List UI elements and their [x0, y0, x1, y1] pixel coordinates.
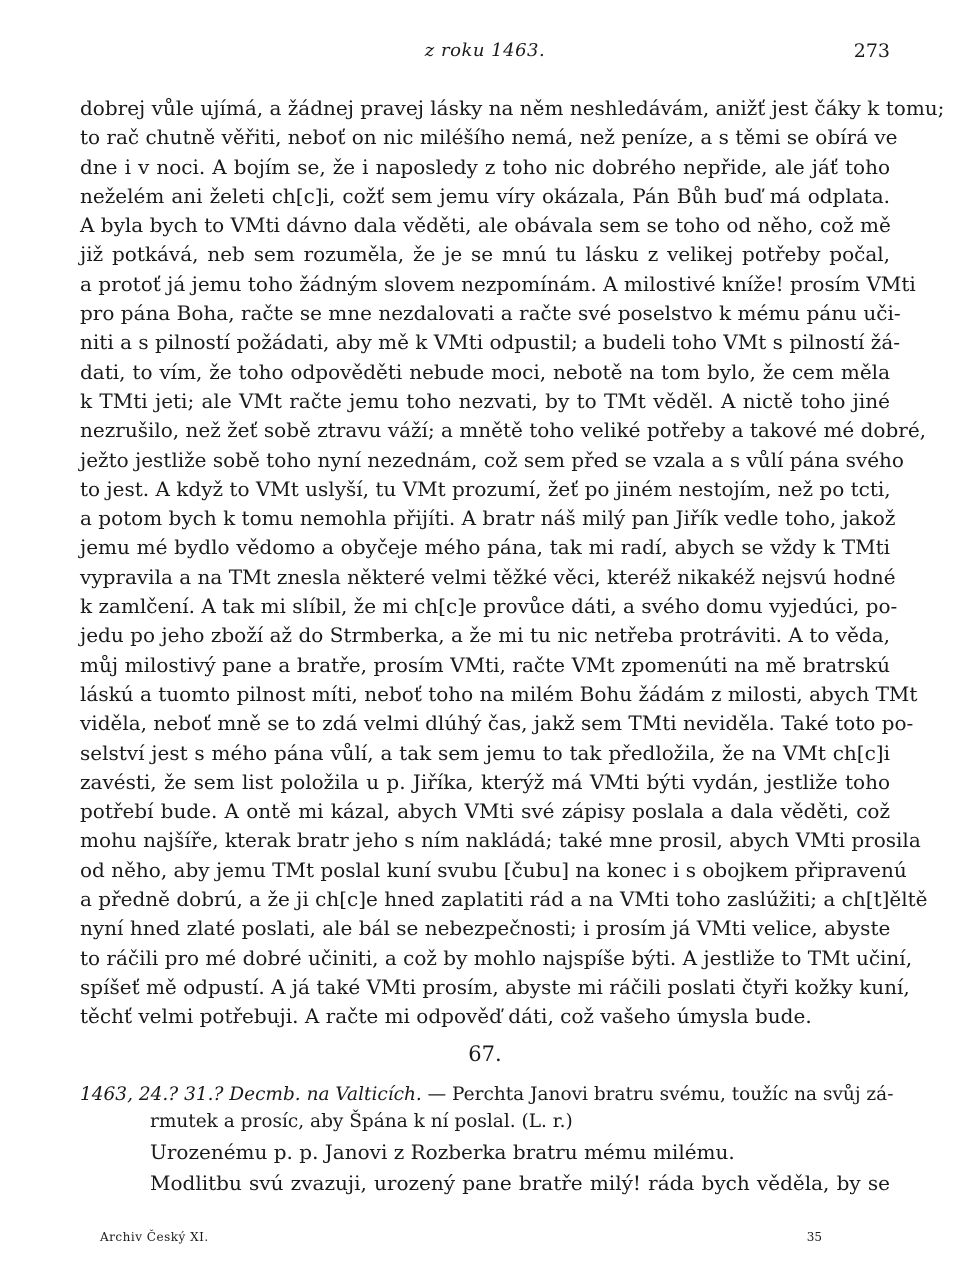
page-number: 273 — [853, 40, 890, 62]
body-line: ježto jestliže sobě toho nyní nezednám, což sem před se vzala a s vůlí pána svého — [80, 447, 904, 472]
body-line: mohu najšíře, kterak bratr jeho s ním nakládá; také mne prosil, abych VMti prosila — [80, 828, 921, 853]
body-line: to ráčili pro mé dobré učiniti, a což by mohlo najspíše býti. A jestliže to TMt učiní, — [80, 945, 913, 970]
opening-line: Modlitbu svú zvazuji, urozený pane bratře milý! ráda bych věděla, by se — [150, 1171, 890, 1195]
address-line: Urozenému p. p. Janovi z Rozberka bratru mému milému. — [150, 1140, 735, 1164]
page-footer — [100, 1230, 822, 1250]
body-line: a potom bych k tomu nemohla přijíti. A bratr náš milý pan Jiřík vedle toho, jakož — [80, 506, 896, 531]
body-line: to rač chutně věřiti, neboť on nic miléšího nemá, než peníze, a s těmi se obírá ve — [80, 125, 898, 150]
body-line: láskú a tuomto pilnost míti, neboť toho na milém Bohu žádám z milosti, abych TMt — [80, 681, 918, 706]
body-line: viděla, neboť mně se to zdá velmi dlúhý čas, jakž sem TMti neviděla. Také toto po- — [80, 711, 914, 736]
body-line: A byla bych to VMti dávno dala věděti, ale obávala sem se toho od něho, což mě — [80, 213, 891, 238]
body-line: od něho, aby jemu TMt poslal kuní svubu [čubu] na konec i s obojkem připravenú — [80, 857, 907, 882]
body-line: dne i v noci. A bojím se, že i naposledy z toho nic dobrého nepřide, ale jáť toho — [80, 154, 890, 179]
sheet-number: 35 — [806, 1230, 822, 1244]
body-line: zavésti, že sem list položila u p. Jiříka, kterýž má VMti býti vydán, jestliže toho — [80, 769, 890, 794]
body-line: k TMti jeti; ale VMt račte jemu toho nezvati, by to TMt věděl. A nictě toho jiné — [80, 388, 890, 413]
document-number: 67. — [468, 1042, 502, 1066]
body-line: jedu po jeho zboží až do Strmberka, a že mi tu nic netřeba protráviti. A to věda, — [80, 623, 890, 648]
body-line: selství jest s mého pána vůlí, a tak sem jemu to tak předložila, že na VMt ch[c]i — [80, 740, 890, 765]
body-line: a předně dobrú, a že ji ch[c]e hned zaplatiti rád a na VMti toho zaslúžiti; a ch[t]ěltě — [80, 887, 928, 912]
body-line: potřebí bude. A ontě mi kázal, abych VMti své zápisy poslala a dala věděti, což — [80, 799, 890, 824]
body-line: těchť velmi potřebuji. A račte mi odpověď dáti, což vašeho úmysla bude. — [80, 1004, 812, 1029]
letter-body-text — [80, 94, 945, 1032]
body-line: nezrušilo, než žeť sobě ztravu váží; a mnětě toho veliké potřeby a takové mé dobré, — [80, 418, 927, 443]
body-line: nyní hned zlaté poslati, ale bál se nebezpečnosti; i prosím já VMti velice, abyste — [80, 916, 891, 941]
body-line: to jest. A když to VMt uslyší, tu VMt prozumí, žeť po jiném nestojím, než po tcti, — [80, 476, 891, 501]
summary-line — [80, 1081, 894, 1108]
running-head: z roku 1463. — [424, 40, 546, 61]
document-summary — [80, 1081, 894, 1135]
page-header — [80, 40, 890, 74]
body-line: pro pána Boha, račte se mne nezdalovati a račte své poselstvo k mému pánu uči- — [80, 301, 901, 326]
summary-text: — Perchta Janovi bratru svému, toužíc na svůj zá- — [421, 1084, 894, 1105]
body-line: k zamlčení. A tak mi slíbil, že mi ch[c]e provůce dáti, a svého domu vyjedúci, po- — [80, 594, 898, 619]
body-line: niti a s pilností požádati, aby mě k VMti odpustil; a budeli toho VMt s pilností žá- — [80, 330, 901, 355]
body-line: spíšeť mě odpustí. A já také VMti prosím, abyste mi ráčili poslati čtyři kožky kuní, — [80, 974, 910, 999]
body-line: neželém ani želeti ch[c]i, cožť sem jemu víry okázala, Pán Bůh buď má odplata. — [80, 183, 890, 208]
body-line: můj milostivý pane a bratře, prosím VMti, račte VMt zpomenúti na mě bratrskú — [80, 652, 890, 677]
body-line: vypravila a na TMt znesla některé velmi těžké věci, kteréž nikakéž nejsvú hodné — [80, 564, 896, 589]
letter-address — [150, 1137, 890, 1199]
body-line: dobrej vůle ujímá, a žádnej pravej lásky na něm neshledávám, anižť jest čáky k tomu; — [80, 96, 945, 120]
body-line: jemu mé bydlo vědomo a obyčeje mého pána, tak mi radí, abych se vždy k TMti — [80, 535, 890, 560]
body-line: již potkává, neb sem rozuměla, že je se mnú tu lásku z velikej potřeby počal, — [80, 242, 890, 267]
body-line: dati, to vím, že toho odpověděti nebude moci, nebotě na tom bylo, že cem měla — [80, 359, 890, 384]
summary-line-2: rmutek a prosíc, aby Špána k ní poslal. (L. r.) — [150, 1111, 573, 1132]
document-date: 1463, 24.? 31.? Decmb. na Valticích. — [80, 1084, 422, 1105]
body-line: a protoť já jemu toho žádným slovem nezpomínám. A milostivé kníže! prosím VMti — [80, 271, 916, 296]
signature-mark: Archiv Český XI. — [100, 1230, 209, 1244]
